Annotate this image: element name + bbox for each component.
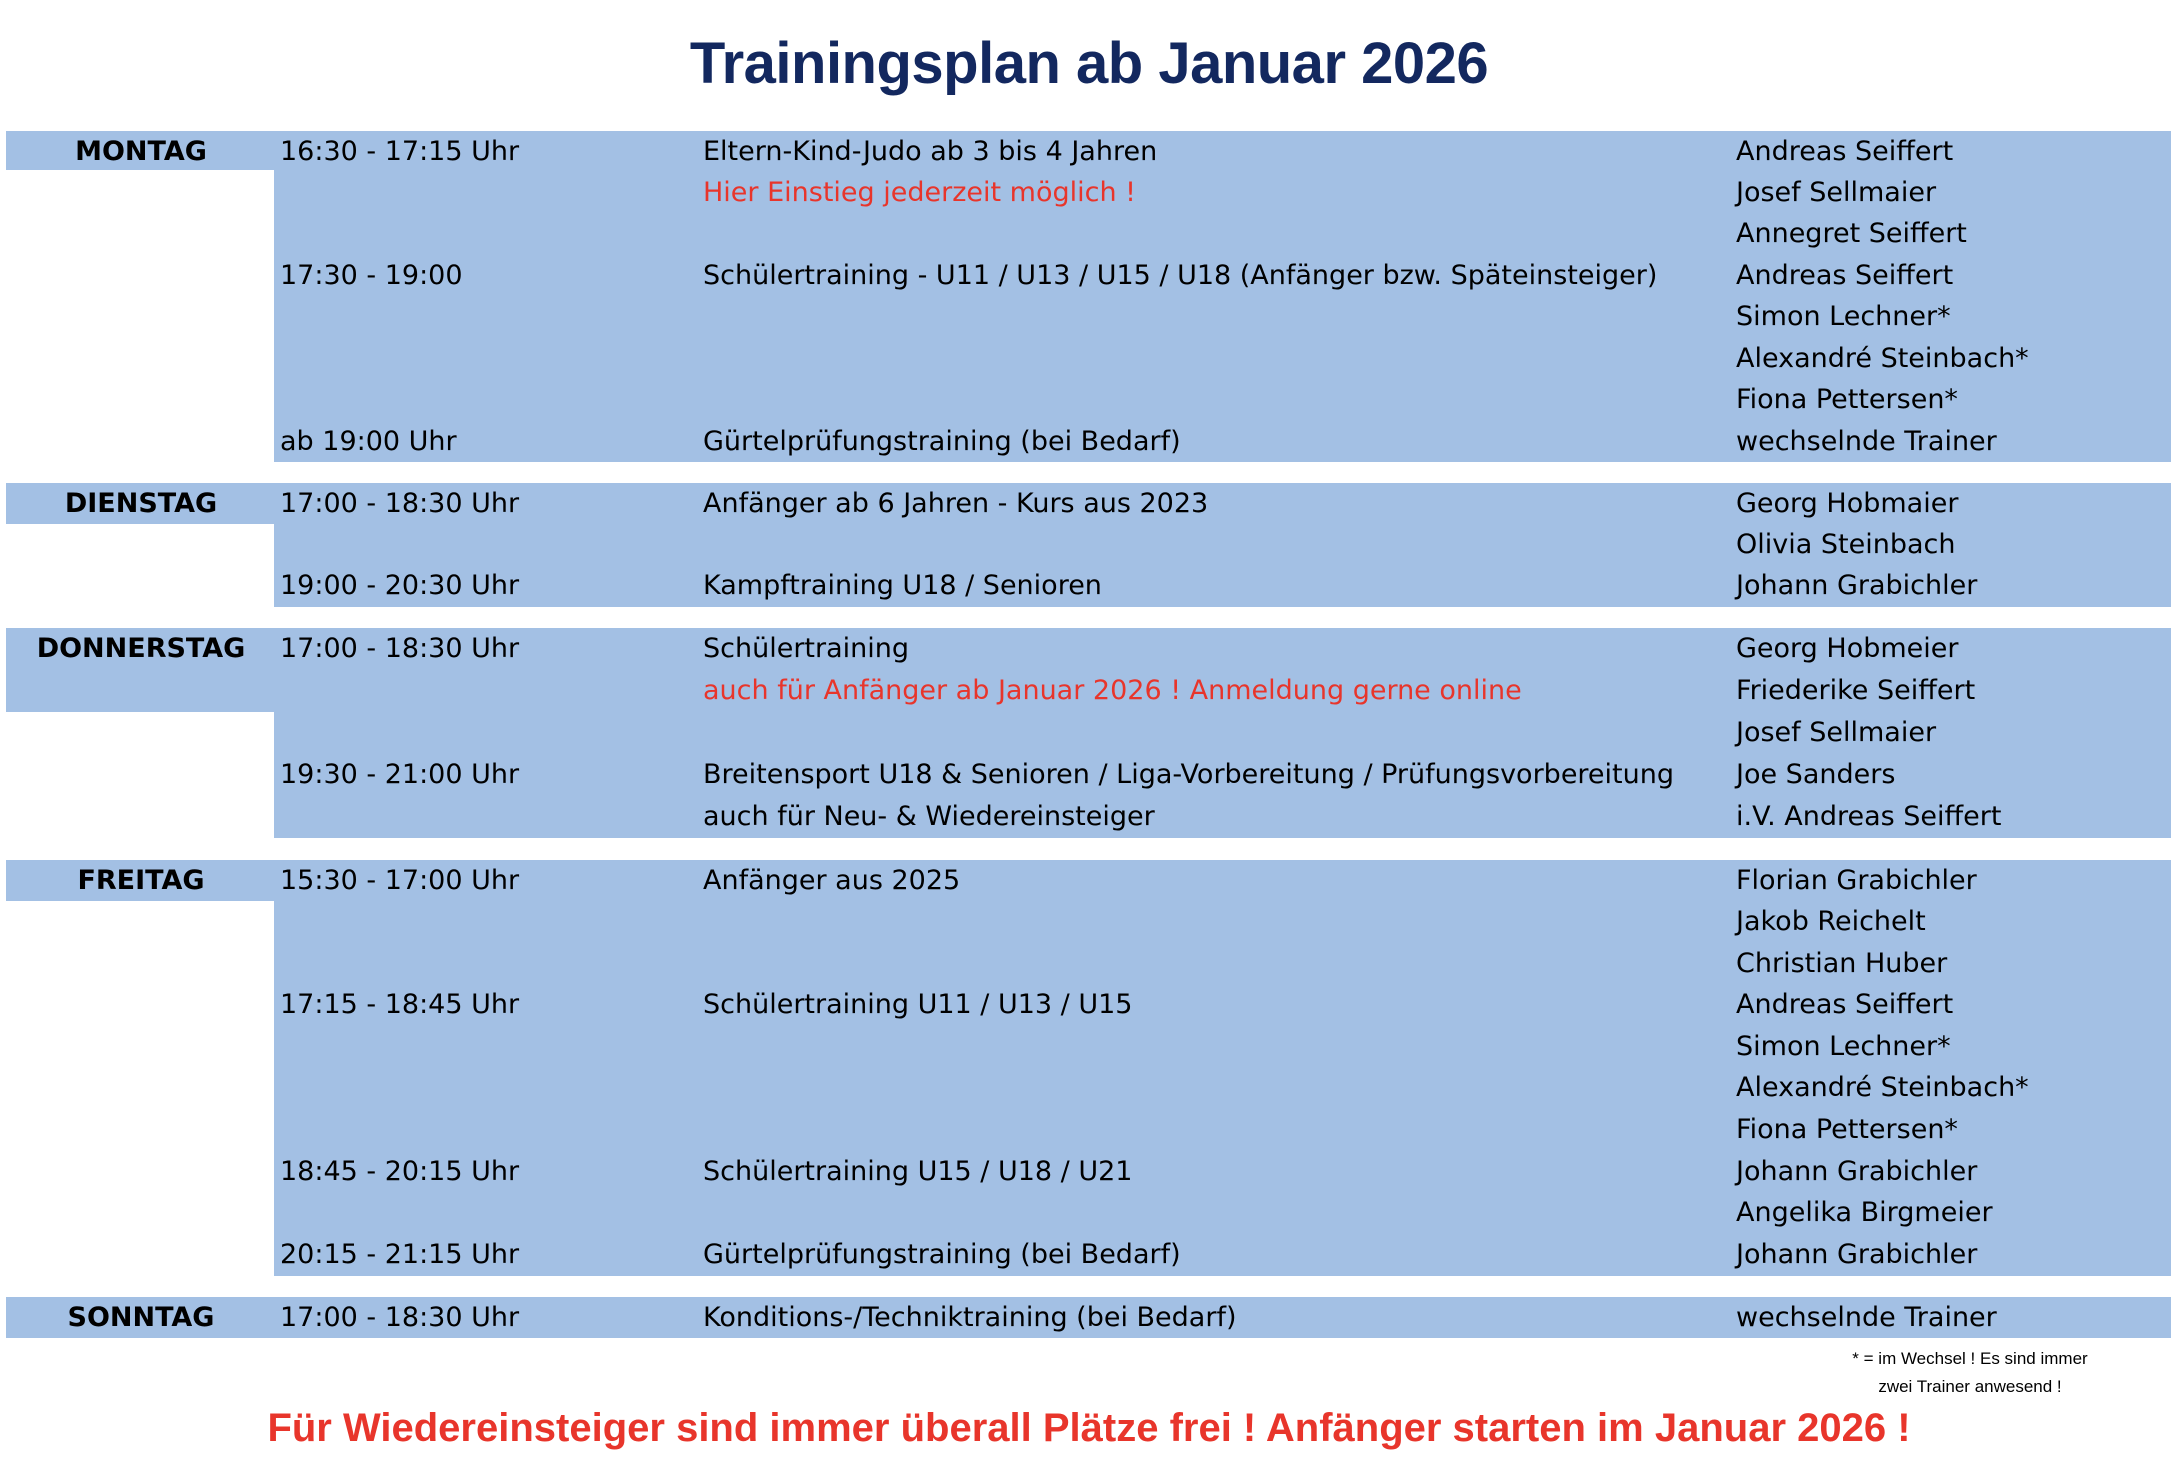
day-block-dienstag [6,483,2171,607]
time-cell: 19:00 - 20:30 Uhr [280,570,520,601]
table-row [6,1192,2171,1234]
trainer-cell: Georg Hobmaier [1736,488,1959,519]
course-cell: Konditions-/Techniktraining (bei Bedarf) [703,1302,1237,1333]
trainer-cell: Fiona Pettersen* [1736,384,1958,415]
table-row [6,1297,2171,1339]
table-row [6,213,2171,255]
page-title: Trainingsplan ab Januar 2026 [689,31,1489,96]
time-cell: 15:30 - 17:00 Uhr [280,865,520,896]
table-row [6,984,2171,1026]
table-row [6,296,2171,338]
trainer-cell: Annegret Seiffert [1736,218,1967,249]
table-row [6,1109,2171,1151]
day-block-montag [6,131,2171,462]
time-cell: 17:00 - 18:30 Uhr [280,633,520,664]
table-row [6,670,2171,712]
trainer-cell: Josef Sellmaier [1736,717,1937,748]
trainer-cell: Georg Hobmeier [1736,633,1959,664]
trainer-cell: Friederike Seiffert [1736,675,1976,706]
table-row [6,338,2171,380]
trainer-cell: Johann Grabichler [1736,570,1978,601]
table-row [6,943,2171,985]
course-cell: Schülertraining U11 / U13 / U15 [703,989,1133,1020]
table-row [6,524,2171,566]
trainer-cell: Andreas Seiffert [1736,136,1954,167]
table-row [6,483,2171,525]
course-cell: Schülertraining - U11 / U13 / U15 / U18 (Anfänger bzw. Späteinsteiger) [703,260,1658,291]
table-row [6,379,2171,421]
footer-notice: Für Wiedereinsteiger sind immer überall Plätze frei ! Anfänger starten im Januar 2026 ! [267,1406,1911,1450]
time-cell: 19:30 - 21:00 Uhr [280,759,520,790]
time-cell: 16:30 - 17:15 Uhr [280,136,520,167]
time-cell: 20:15 - 21:15 Uhr [280,1239,520,1270]
trainer-cell: Alexandré Steinbach* [1736,1072,2029,1103]
table-row [6,255,2171,297]
time-cell: 17:15 - 18:45 Uhr [280,989,520,1020]
trainer-cell: Johann Grabichler [1736,1156,1978,1187]
footnote-line: * = im Wechsel ! Es sind immer [1852,1349,2088,1368]
table-row [6,1234,2171,1276]
trainer-cell: Christian Huber [1736,948,1948,979]
course-cell: Gürtelprüfungstraining (bei Bedarf) [703,426,1181,457]
trainer-cell: Joe Sanders [1736,759,1896,790]
trainer-cell: wechselnde Trainer [1736,426,1997,457]
time-cell: 18:45 - 20:15 Uhr [280,1156,520,1187]
course-cell: Breitensport U18 & Senioren / Liga-Vorbereitung / Prüfungsvorbereitung [703,759,1674,790]
table-row [6,172,2171,214]
trainer-cell: Alexandré Steinbach* [1736,343,2029,374]
trainer-cell: Jakob Reichelt [1736,906,1926,937]
day-label: SONNTAG [67,1302,215,1333]
course-cell: Schülertraining U15 / U18 / U21 [703,1156,1133,1187]
table-row [6,565,2171,607]
table-row [6,712,2171,754]
course-cell: Eltern-Kind-Judo ab 3 bis 4 Jahren [703,136,1158,167]
table-row [6,796,2171,838]
day-label: DIENSTAG [64,488,218,519]
course-cell: Anfänger ab 6 Jahren - Kurs aus 2023 [703,488,1209,519]
trainer-cell: i.V. Andreas Seiffert [1736,801,2002,832]
table-row [6,1151,2171,1193]
day-block-sonntag [6,1297,2171,1338]
table-row [6,860,2171,902]
time-cell: 17:00 - 18:30 Uhr [280,1302,520,1333]
day-label: FREITAG [77,865,205,896]
trainer-cell: Florian Grabichler [1736,865,1977,896]
course-cell: Anfänger aus 2025 [703,865,961,896]
day-label: DONNERSTAG [36,633,246,664]
table-row [6,131,2171,173]
trainer-cell: Andreas Seiffert [1736,989,1954,1020]
trainer-cell: wechselnde Trainer [1736,1302,1997,1333]
course-cell: Schülertraining [703,633,910,664]
day-block-freitag [6,860,2171,1276]
footnote-line: zwei Trainer anwesend ! [1878,1377,2062,1396]
table-row [6,421,2171,463]
trainer-cell: Simon Lechner* [1736,1031,1951,1062]
course-cell: Kampftraining U18 / Senioren [703,570,1102,601]
time-cell: 17:00 - 18:30 Uhr [280,488,520,519]
trainer-cell: Andreas Seiffert [1736,260,1954,291]
table-row [6,1067,2171,1109]
day-label: MONTAG [75,136,207,167]
trainer-cell: Olivia Steinbach [1736,529,1956,560]
time-cell: 17:30 - 19:00 [280,260,463,291]
course-note-highlight: Hier Einstieg jederzeit möglich ! [703,177,1137,208]
trainer-cell: Fiona Pettersen* [1736,1114,1958,1145]
trainer-cell: Johann Grabichler [1736,1239,1978,1270]
table-row [6,754,2171,796]
trainer-cell: Josef Sellmaier [1736,177,1937,208]
course-note-highlight: auch für Anfänger ab Januar 2026 ! Anmeldung gerne online [703,675,1522,706]
trainer-cell: Simon Lechner* [1736,301,1951,332]
course-cell: auch für Neu- & Wiedereinsteiger [703,801,1155,832]
trainer-cell: Angelika Birgmeier [1736,1197,1993,1228]
table-row [6,628,2171,670]
day-block-donnerstag [6,628,2171,838]
table-row [6,901,2171,943]
table-row [6,1026,2171,1068]
time-cell: ab 19:00 Uhr [280,426,457,457]
course-cell: Gürtelprüfungstraining (bei Bedarf) [703,1239,1181,1270]
